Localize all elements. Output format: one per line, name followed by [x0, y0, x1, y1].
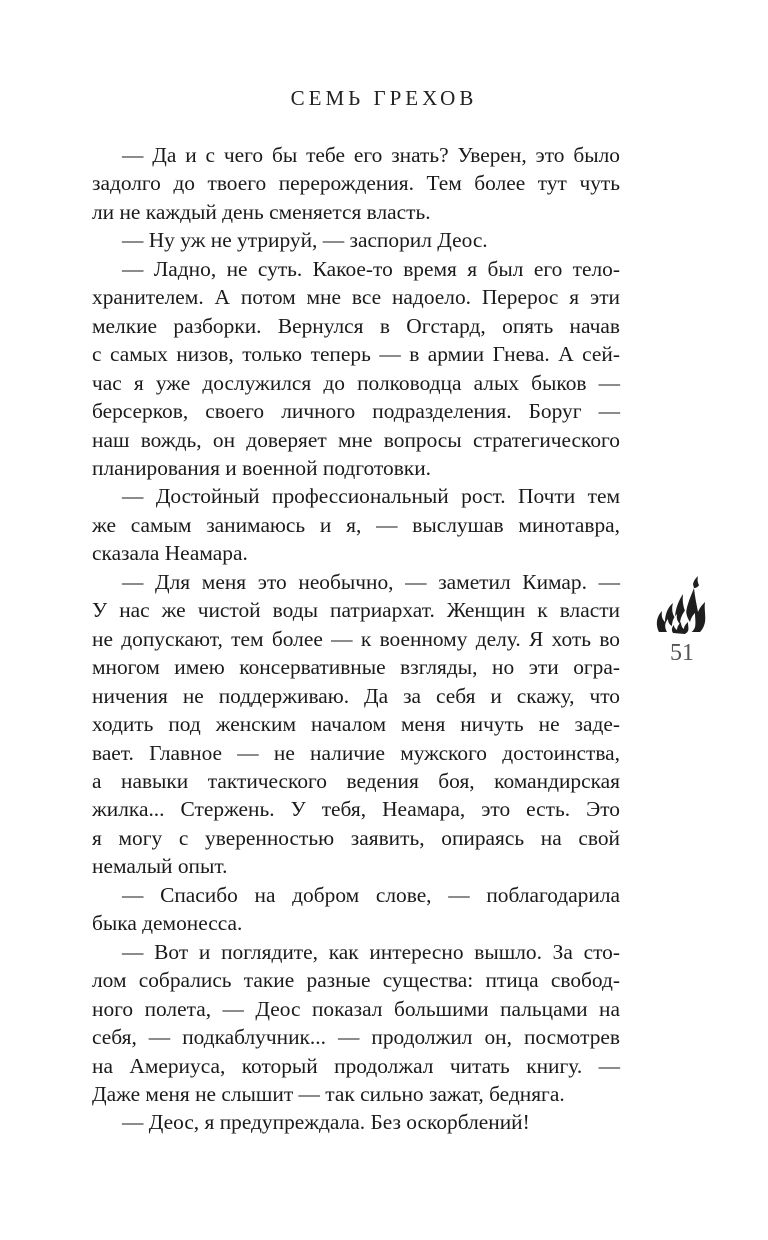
text-line: не допускают, тем более — к военному делу. Я хоть во — [92, 626, 620, 651]
text-line: — Спасибо на добром слове, — поблагодарила — [122, 882, 620, 907]
text-line: берсерков, своего личного подразделения. Боруг — — [92, 399, 620, 424]
text-line: ного полета, — Деос показал большими пальцами на — [92, 996, 620, 1021]
text-line: наш вождь, он доверяет мне вопросы стратегического — [92, 427, 620, 452]
text-line: немалый опыт. — [92, 854, 228, 879]
text-line: — Да и с чего бы тебе его знать? Уверен, это было — [122, 143, 620, 167]
text-line: с самых низов, только теперь — в армии Гнева. А сей- — [92, 342, 620, 367]
text-line: ли не каждый день сменяется власть. — [92, 199, 431, 224]
text-line: — Ну уж не утрируй, — заспорил Деос. — [122, 228, 488, 253]
text-line: я могу с уверенностью заявить, опираясь на свой — [92, 825, 620, 850]
text-line: быка демонесса. — [92, 911, 243, 936]
text-line: Даже меня не слышит — так сильно зажат, бедняга. — [92, 1081, 565, 1106]
text-line: задолго до твоего перерождения. Тем более тут чуть — [92, 171, 620, 196]
flame-icon — [653, 576, 709, 634]
text-line: — Достойный профессиональный рост. Почти тем — [122, 484, 620, 509]
text-line: — Вот и поглядите, как интересно вышло. За сто- — [122, 939, 620, 964]
text-line: мелкие разборки. Вернулся в Огстард, опять начав — [92, 313, 620, 338]
text-line: хранителем. А потом мне все надоело. Перерос я эти — [92, 285, 620, 310]
text-line: жилка... Стержень. У тебя, Неамара, это есть. Это — [92, 797, 620, 822]
text-line: — Ладно, не суть. Какое-то время я был его тело- — [122, 256, 620, 281]
page-number: 51 — [670, 640, 694, 666]
text-line: ничения не поддерживаю. Да за себя и скажу, что — [92, 683, 620, 708]
text-line: же самым занимаюсь и я, — выслушав минотавра, — [92, 512, 620, 537]
text-line: лом собрались такие разные существа: птица свобод- — [92, 968, 620, 993]
text-line: — Деос, я предупреждала. Без оскорблений! — [122, 1110, 530, 1135]
body-text — [92, 141, 620, 1137]
text-line: планирования и военной подготовки. — [92, 455, 431, 480]
text-line: ходить под женским началом меня ничуть не заде- — [92, 712, 620, 737]
text-line: вает. Главное — не наличие мужского достоинства, — [92, 740, 620, 765]
text-line: а навыки тактического ведения боя, командирская — [92, 768, 620, 793]
running-head: СЕМЬ ГРЕХОВ — [290, 86, 478, 110]
text-line: многом имею консервативные взгляды, но эти огра- — [92, 655, 620, 680]
text-line: себя, — подкаблучник... — продолжил он, посмотрев — [92, 1025, 620, 1050]
text-line: У нас же чистой воды патриархат. Женщин к власти — [92, 598, 620, 623]
text-line: час я уже дослужился до полководца алых быков — — [92, 370, 620, 395]
text-line: на Америуса, который продолжал читать книгу. — — [92, 1053, 620, 1078]
text-line: — Для меня это необычно, — заметил Кимар. — — [122, 569, 620, 594]
text-line: сказала Неамара. — [92, 541, 248, 566]
